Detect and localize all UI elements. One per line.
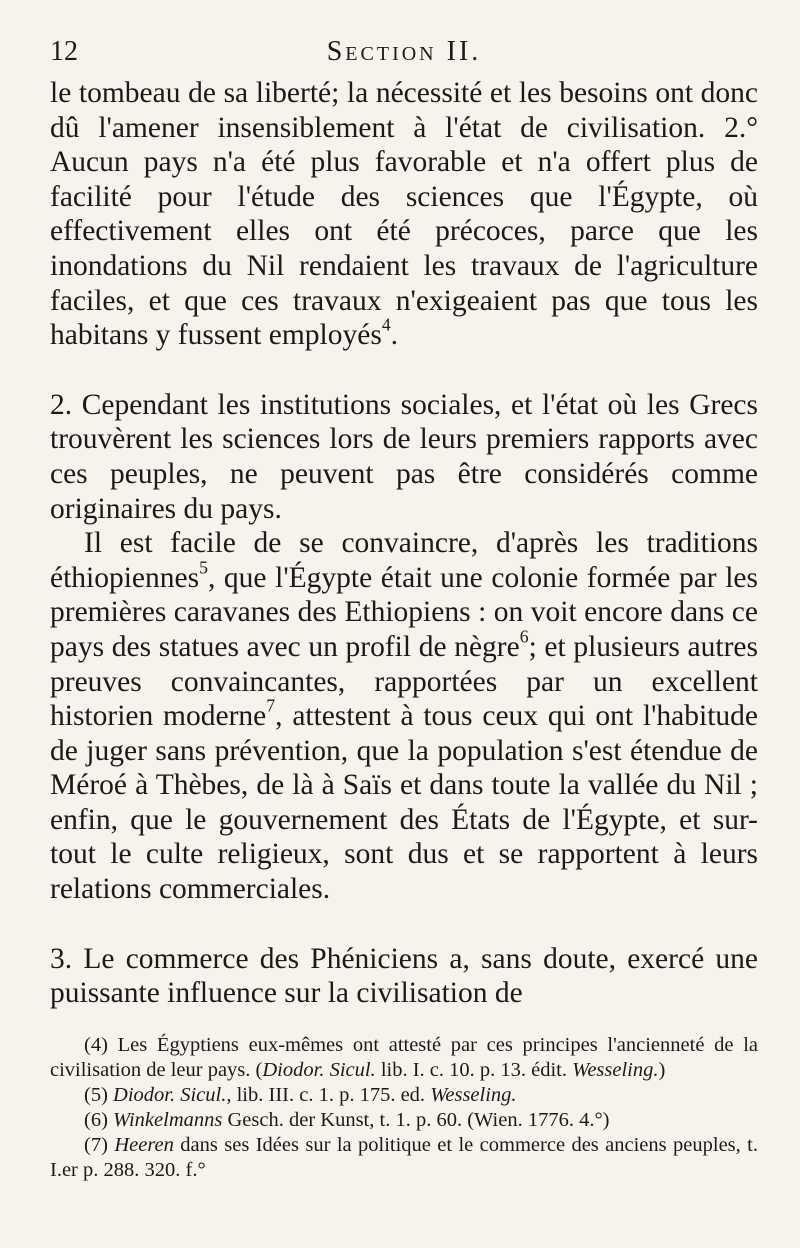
footnote-6-author: Winkelmanns <box>113 1108 223 1131</box>
running-head: Section II. <box>326 36 482 67</box>
page-header <box>50 30 758 76</box>
footnote-ref-5: 5 <box>199 557 208 578</box>
footnote-ref-6: 6 <box>519 626 529 647</box>
footnote-5-citation: , lib. III. c. 1. p. 175. ed. <box>226 1083 431 1106</box>
paragraph-3-part-c: ; et plusieurs autres preuves convaincantes, rapportées par un excellent historien moderne <box>50 630 758 733</box>
paragraph-4: 3. Le commerce des Phéniciens a, sans doute, exercé une puissante influence sur la civilisation de <box>50 942 758 1010</box>
paragraph-3-part-a: Il est facile de se convaincre, d'après les traditions éthiopiennes <box>50 527 758 594</box>
paragraph-1-continuation: le tombeau de sa liberté; la nécessité et les besoins ont donc dû l'amener insensiblement à l'état de civilisation. <box>50 77 758 144</box>
paragraph-3-part-d: , attestent à tous ceux qui ont l'habitude de juger sans prévention, que la population s'est étendue de Méroé à Thèbes, de là à Saïs et dans toute la vallée du Nil ; enfin, que le gouvernement des États de l'Égypte, et sur-tout le culte religieux, sont dus et se rapportent à leurs relations commerciales. <box>50 700 759 906</box>
paragraph-1: le tombeau de sa liberté; la nécessité et les besoins ont donc dû l'amener insensiblement à l'état de civilisation. 2.° Aucun pays n'a été plus favorable et n'a offert plus de facilité pour l'étude des sciences que l'Égypte, où effectivement elles ont été précoces, parce que les inondations du Nil rendaient les travaux de l'agriculture faciles, et que ces travaux n'exigeaient pas que tous les habitans y fussent employés$^4$. <box>50 77 758 352</box>
footnote-7-citation: dans ses Idées sur la politique et le commerce des anciens peuples, t. I.er p. 288. 320. f.° <box>50 1133 758 1181</box>
footnote-4-text: (4) Les Égyptiens eux-mêmes ont attesté par ces principes l'ancienneté de la civilisation de leur pays. ( <box>50 1033 758 1081</box>
footnotes <box>50 1033 758 1183</box>
footnote-7-number: (7) <box>84 1133 115 1156</box>
footnote-4-source: Diodor. Sicul. <box>262 1058 376 1081</box>
footnote-ref-7: 7 <box>266 695 276 716</box>
paragraph-1-point-2: 2.° Aucun pays n'a été plus favorable et n'a offert plus de facilité pour l'étude des sciences que l'Égypte, où effectivement elles ont été précoces, parce que les inondations du Nil rendaient les travaux de l'agriculture faciles, et que ces travaux n'exigeaient pas que tous les habitans y fussent employés <box>50 111 758 352</box>
paragraph-3 <box>50 526 758 907</box>
footnote-5-source: Diodor. Sicul. <box>113 1083 227 1106</box>
page-number: 12 <box>50 36 78 67</box>
footnote-4-close: ) <box>658 1058 666 1081</box>
footnote-7 <box>50 1133 758 1183</box>
body-text <box>50 76 758 1011</box>
footnote-6 <box>50 1108 758 1133</box>
footnote-6-number: (6) <box>84 1108 114 1131</box>
footnote-4-citation: lib. I. c. 10. p. 13. édit. <box>375 1058 573 1081</box>
footnote-5 <box>50 1083 758 1108</box>
footnote-5-editor: Wesseling. <box>430 1083 517 1106</box>
footnote-5-number: (5) <box>84 1083 114 1106</box>
footnote-6-citation: Gesch. der Kunst, t. 1. p. 60. (Wien. 1776. 4.°) <box>222 1108 610 1131</box>
footnote-ref-4: 4 <box>381 314 391 335</box>
footnote-4 <box>50 1033 758 1083</box>
paragraph-2: 2. Cependant les institutions sociales, et l'état où les Grecs trouvèrent les sciences lors de leurs premiers rapports avec ces peuples, ne peuvent pas être considérés comme originaires du pays. <box>50 388 758 525</box>
paragraph-3-part-b: , que l'Égypte était une colonie formée par les premières caravanes des Ethiopiens : on voit encore dans ce pays des statues avec un profil de nègre <box>50 561 758 663</box>
footnote-4-editor: Wesseling. <box>572 1058 659 1081</box>
footnote-7-author: Heeren <box>114 1133 174 1156</box>
